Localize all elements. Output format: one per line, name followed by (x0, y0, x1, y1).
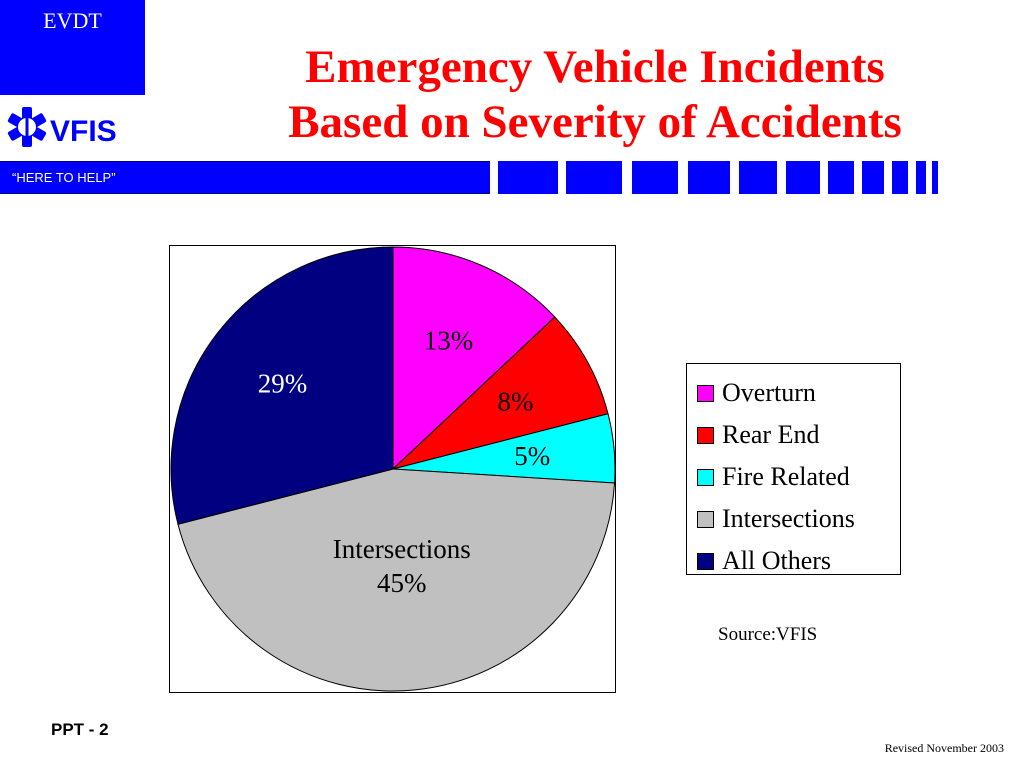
decorative-block (828, 161, 854, 194)
page-title (170, 40, 1020, 150)
legend-swatch (697, 385, 714, 402)
decorative-block (916, 161, 926, 194)
legend-item (697, 372, 900, 414)
chart-legend (686, 363, 901, 575)
pie-label-value: 29% (257, 368, 308, 399)
vfis-logo-text: VFIS (50, 115, 117, 148)
legend-label: Intersections (722, 504, 855, 533)
revised-date: Revised November 2003 (884, 741, 1004, 755)
decorative-block (862, 161, 884, 194)
decorative-block (566, 161, 622, 194)
legend-item (697, 540, 900, 582)
decorative-block (688, 161, 730, 194)
legend-item (697, 498, 900, 540)
vfis-logo (6, 103, 146, 151)
pie-chart (170, 246, 615, 692)
tagline-text: “HERE TO HELP” (12, 170, 116, 185)
slide-number: PPT - 2 (51, 720, 109, 739)
decorative-block (632, 161, 678, 194)
source-note: Source:VFIS (718, 624, 818, 645)
legend-swatch (697, 511, 714, 528)
legend-item (697, 414, 900, 456)
legend-swatch (697, 469, 714, 486)
pie-label-name: Intersections (332, 533, 471, 564)
star-of-life-icon (7, 107, 47, 147)
evdt-badge (0, 0, 145, 95)
legend-label: Overturn (722, 378, 816, 407)
legend-label: Fire Related (722, 462, 850, 491)
decorative-block (786, 161, 820, 194)
pie-label-value: 45% (377, 567, 427, 598)
decorative-block (892, 161, 908, 194)
decorative-block (932, 161, 938, 194)
legend-swatch (697, 427, 714, 444)
legend-swatch (697, 553, 714, 570)
pie-label-value: 5% (514, 440, 551, 471)
title-line-2: Based on Severity of Accidents (288, 96, 902, 148)
pie-label-value: 13% (423, 325, 474, 356)
title-line-1: Emergency Vehicle Incidents (305, 41, 885, 93)
decorative-block (739, 161, 777, 194)
decorative-block (498, 161, 558, 194)
pie-chart-frame (169, 245, 616, 693)
evdt-badge-text: EVDT (43, 8, 102, 33)
pie-label-value: 8% (497, 386, 534, 417)
legend-label: All Others (722, 546, 832, 575)
legend-item (697, 456, 900, 498)
tagline-band (0, 161, 490, 194)
legend-label: Rear End (722, 420, 820, 449)
